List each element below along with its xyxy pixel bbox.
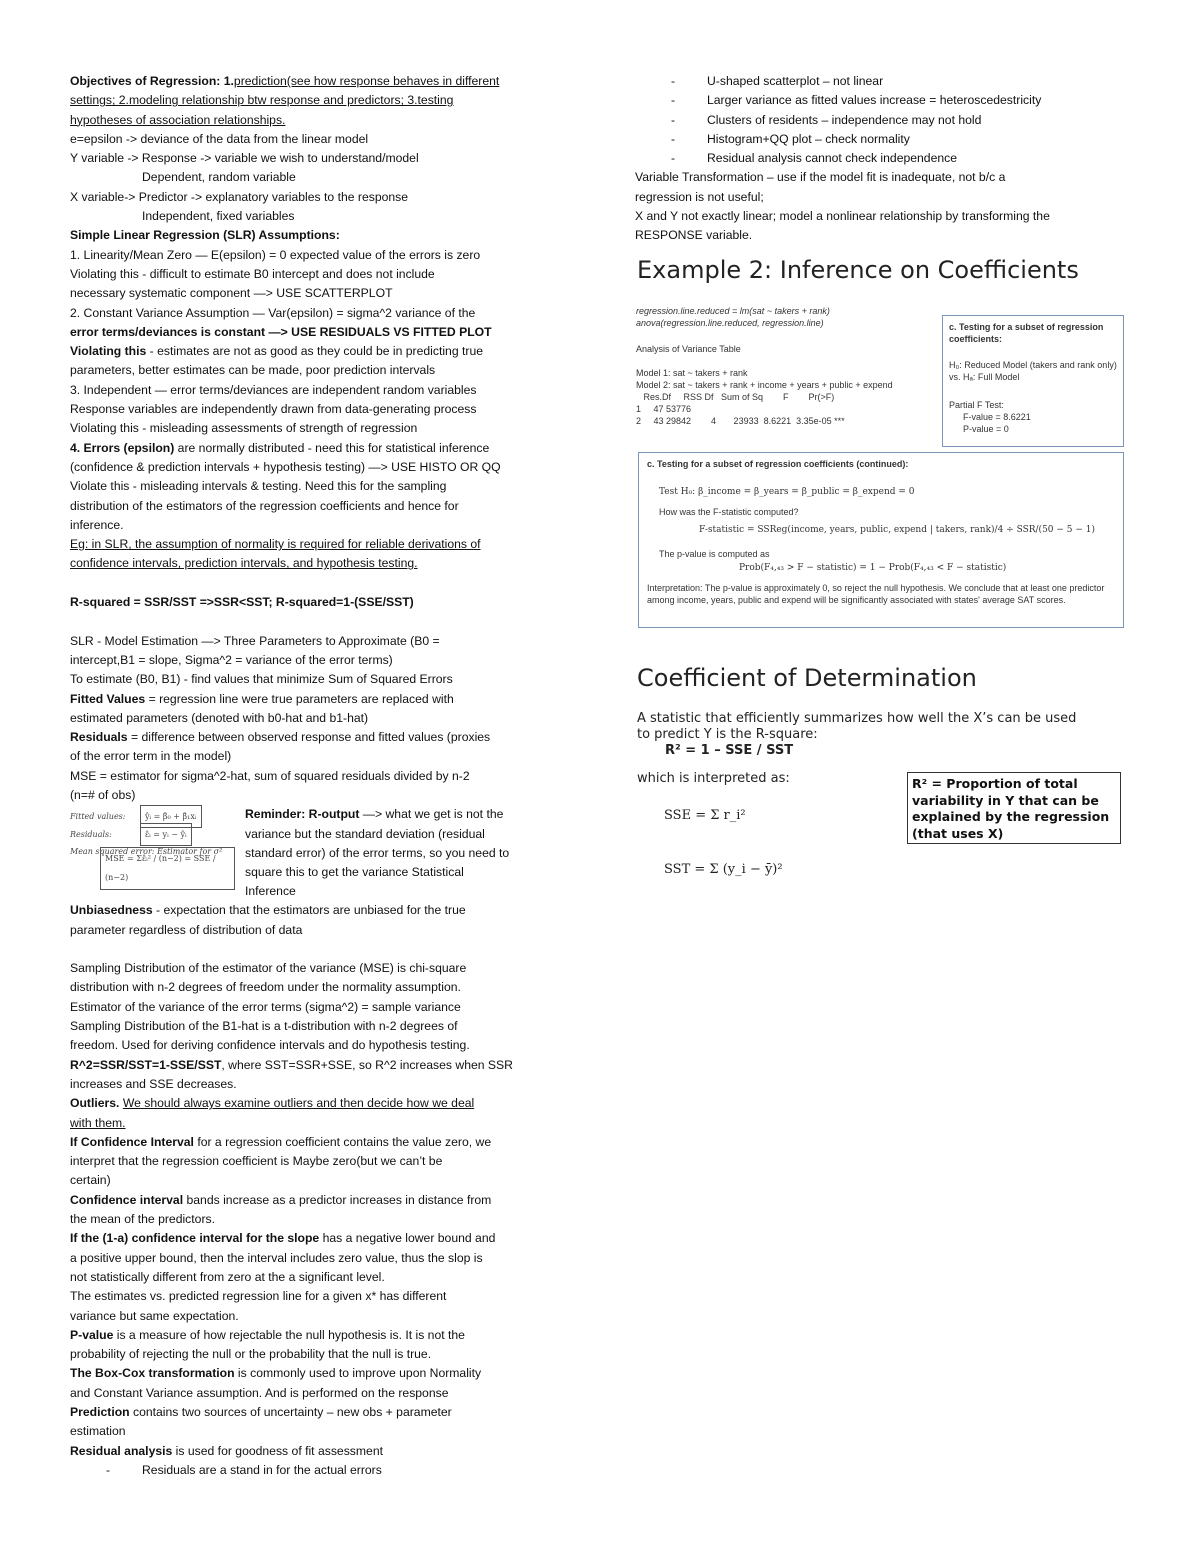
sse-sst-formulas <box>660 800 820 900</box>
reminder-line: square this to get the variance Statistical <box>245 865 464 880</box>
formula-snippet-image <box>70 807 235 895</box>
note-line: 3. Independent — error terms/deviances are independent random variables <box>70 382 477 397</box>
note-line: Y variable -> Response -> variable we wish to understand/model <box>70 151 419 166</box>
bold-term: 4. Errors (epsilon) <box>70 440 175 455</box>
note-line: Residual analysis is used for goodness of fit assessment <box>70 1443 383 1458</box>
bullet-item <box>635 72 1135 91</box>
bold-term: P-value <box>70 1327 114 1342</box>
bullet-text: Histogram+QQ plot – check normality <box>707 131 910 146</box>
note-line <box>70 1461 570 1480</box>
note-line: SLR - Model Estimation —> Three Parameters to Approximate (B0 = <box>70 633 440 648</box>
fitted-values-label: Fitted values: <box>70 811 126 821</box>
note-line <box>70 323 570 342</box>
box-b-pvalue-computed: The p-value is computed as <box>659 549 770 559</box>
mse-label: Mean squared error: Estimator for σ² <box>70 846 223 856</box>
note-line: The Box-Cox transformation is commonly used to improve upon Normality <box>70 1366 482 1381</box>
note-line: Violating this - estimates are not as good as they could be in predicting true <box>70 344 484 359</box>
residuals-formula: ε̂ᵢ = yᵢ − ŷᵢ <box>140 823 192 846</box>
bullet-text: Clusters of residents – independence may not hold <box>707 112 982 127</box>
anova-header: Res.Df RSS Df Sum of Sq F Pr(>F) <box>636 392 835 402</box>
example2-title: Example 2: Inference on Coefficients <box>637 256 1079 284</box>
box-b-question: How was the F-statistic computed? <box>659 507 799 517</box>
note-line: e=epsilon -> deviance of the data from the linear model <box>70 131 369 146</box>
f-statistic-box <box>638 452 1124 628</box>
note-line: The estimates vs. predicted regression line for a given x* has different <box>70 1289 447 1304</box>
bold-term: Fitted Values <box>70 691 146 706</box>
reminder-line: Reminder: R-output —> what we get is not the <box>245 807 504 822</box>
note-line: 4. Errors (epsilon) are normally distributed - need this for statistical inference <box>70 440 490 455</box>
cod-interpreted-as: which is interpreted as: <box>637 771 790 786</box>
note-line: with them. <box>70 1115 126 1130</box>
anova-row-1: 1 47 53776 <box>636 404 692 414</box>
note-line: certain) <box>70 1173 111 1188</box>
dash-marker: - <box>106 1462 111 1477</box>
note-line: Violate this - misleading intervals & testing. Need this for the sampling <box>70 479 447 494</box>
note-line: the mean of the predictors. <box>70 1212 215 1227</box>
cod-line-1: A statistic that efficiently summarizes how well the X’s can be used <box>637 711 1077 726</box>
mse-formula: MSE = Σε̂ᵢ² / (n−2) = SSE / (n−2) <box>100 847 235 890</box>
note-line: P-value is a measure of how rejectable the null hypothesis is. It is not the <box>70 1327 465 1342</box>
note-line: increases and SSE decreases. <box>70 1076 237 1091</box>
code-line-1: regression.line.reduced = lm(sat ~ takers + rank) <box>636 306 830 316</box>
model2-line: Model 2: sat ~ takers + rank + income + years + public + expend <box>636 380 893 390</box>
note-line: (n=# of obs) <box>70 787 136 802</box>
bold-term: Unbiasedness <box>70 903 153 918</box>
anova-title: Analysis of Variance Table <box>636 344 741 354</box>
reminder-line: variance but the standard deviation (residual <box>245 826 485 841</box>
blank-line <box>70 574 570 593</box>
note-line: Response variables are independently drawn from data-generating process <box>70 402 477 417</box>
r-squared-definition-box: R² = Proportion of total variability in Y that can be explained by the regression (that uses X) <box>907 772 1121 844</box>
note-line: Fitted Values = regression line were true parameters are replaced with <box>70 691 454 706</box>
paragraph-line: RESPONSE variable. <box>635 228 753 243</box>
note-line: settings; 2.modeling relationship btw response and predictors; 3.testing <box>70 93 454 108</box>
fitted-values-formula: ŷᵢ = β̂₀ + β̂₁xᵢ <box>140 805 202 828</box>
box-b-interpretation: Interpretation: The p-value is approximately 0, so reject the null hypothesis. We conclude that at least one predictor among income, years, public and expend will be significantly associated with states' average SAT scores. <box>647 583 1105 605</box>
note-line: Eg: in SLR, the assumption of normality is required for reliable derivations of <box>70 537 481 552</box>
bullet-item <box>635 91 1135 110</box>
code-line-2: anova(regression.line.reduced, regression.line) <box>636 318 824 328</box>
note-line: not statistically different from zero at the a significant level. <box>70 1269 385 1284</box>
note-line: estimation <box>70 1424 126 1439</box>
r-square-formula: R² = 1 – SSE / SST <box>665 743 794 758</box>
note-line: a positive upper bound, then the interval includes zero value, thus the slop is <box>70 1250 483 1265</box>
box-a-hypothesis: H₀: Reduced Model (takers and rank only) vs. Hₐ: Full Model <box>949 360 1117 382</box>
reminder-label: Reminder: R-output <box>245 807 360 822</box>
bold-term: Residual analysis <box>70 1443 173 1458</box>
bullet-item <box>635 111 1135 130</box>
note-line: necessary systematic component —> USE SCATTERPLOT <box>70 286 393 301</box>
note-line: distribution of the estimators of the regression coefficients and hence for <box>70 498 459 513</box>
note-line: and Constant Variance assumption. And is performed on the response <box>70 1385 449 1400</box>
note-line: Residuals = difference between observed response and fitted values (proxies <box>70 730 491 745</box>
paragraph-line: regression is not useful; <box>635 189 764 204</box>
model1-line: Model 1: sat ~ takers + rank <box>636 368 748 378</box>
note-line: freedom. Used for deriving confidence intervals and do hypothesis testing. <box>70 1038 470 1053</box>
anova-row-2: 2 43 29842 4 23933 8.6221 3.35e-05 *** <box>636 416 845 426</box>
dash-marker: - <box>671 151 676 166</box>
bold-term: R^2=SSR/SST=1-SSE/SST <box>70 1057 222 1072</box>
note-line: (confidence & prediction intervals + hypothesis testing) —> USE HISTO OR QQ <box>70 459 501 474</box>
bullet-item <box>635 130 1135 149</box>
note-line: Sampling Distribution of the estimator of the variance (MSE) is chi-square <box>70 961 467 976</box>
bold-term: The Box-Cox transformation <box>70 1366 235 1381</box>
residual-bullets <box>635 72 1135 168</box>
bold-term: Confidence interval <box>70 1192 184 1207</box>
note-line: distribution with n-2 degrees of freedom under the normality assumption. <box>70 980 461 995</box>
residuals-label: Residuals: <box>70 829 112 839</box>
sst-formula: SST = Σ (y_i − ȳ)² <box>664 862 783 877</box>
note-line: 2. Constant Variance Assumption — Var(epsilon) = sigma^2 variance of the <box>70 305 476 320</box>
note-line: intercept,B1 = slope, Sigma^2 = variance of the error terms) <box>70 652 393 667</box>
note-line: probability of rejecting the null or the probability that the null is true. <box>70 1347 432 1362</box>
note-line: Prediction contains two sources of uncertainty – new obs + parameter <box>70 1405 452 1419</box>
example2-figure <box>636 300 1126 630</box>
box-b-title: c. Testing for a subset of regression coefficients (continued): <box>647 459 909 469</box>
note-line: To estimate (B0, B1) - find values that minimize Sum of Squared Errors <box>70 672 453 687</box>
note-line <box>70 72 570 91</box>
box-b-test: Test H₀: β_income = β_years = β_public = β_expend = 0 <box>659 487 915 497</box>
right-column-notes <box>635 72 1135 246</box>
note-line: MSE = estimator for sigma^2-hat, sum of squared residuals divided by n-2 <box>70 768 470 783</box>
box-a-partial: Partial F Test: <box>949 400 1004 410</box>
reminder-text <box>245 805 565 901</box>
bold-term: Violating this <box>70 344 147 359</box>
underlined-text: We should always examine outliers and then decide how we deal <box>122 1096 475 1111</box>
objectives-lead: Objectives of Regression: 1. <box>70 74 234 88</box>
note-line: parameter regardless of distribution of data <box>70 922 303 937</box>
note-line: of the error term in the model) <box>70 749 232 764</box>
reminder-block <box>70 805 570 901</box>
left-notes-part1 <box>70 72 570 805</box>
dash-marker: - <box>671 112 676 127</box>
bullet-text: Residual analysis cannot check independence <box>707 151 958 166</box>
note-line: Violating this - difficult to estimate B0 intercept and does not include <box>70 266 435 281</box>
note-line: Violating this - misleading assessments of strength of regression <box>70 421 418 436</box>
bold-term: Outliers. <box>70 1096 123 1111</box>
bold-term: If the (1-a) confidence interval for the slope <box>70 1231 320 1246</box>
box-b-fstat-formula: F-statistic = SSReg(income, years, public, expend | takers, rank)/4 ÷ SSR/(50 − 5 − 1) <box>699 525 1096 535</box>
note-line: inference. <box>70 517 124 532</box>
bullet-item <box>635 149 1135 168</box>
note-line: Dependent, random variable <box>142 170 296 185</box>
box-a-title: c. Testing for a subset of regression coefficients: <box>949 322 1104 344</box>
reminder-line: standard error) of the error terms, so you need to <box>245 845 510 860</box>
partial-f-test-box <box>942 315 1124 447</box>
sse-formula: SSE = Σ r_i² <box>664 808 746 823</box>
note-line: Simple Linear Regression (SLR) Assumptions: <box>70 228 340 243</box>
note-line: confidence intervals, prediction intervals, and hypothesis testing. <box>70 556 418 571</box>
note-line: estimated parameters (denoted with b0-hat and b1-hat) <box>70 710 369 725</box>
bullet-text: Larger variance as fitted values increase = heteroscedestricity <box>707 93 1042 108</box>
cod-line-2: to predict Y is the R-square: <box>637 727 818 742</box>
note-line: interpret that the regression coefficient is Maybe zero(but we can’t be <box>70 1154 443 1169</box>
note-line: R-squared = SSR/SST =>SSR<SST; R-squared=1-(SSE/SST) <box>70 595 414 610</box>
note-line: hypotheses of association relationships. <box>70 112 286 127</box>
objectives-text: prediction(see how response behaves in different <box>233 74 500 88</box>
reminder-line: Inference <box>245 884 296 899</box>
note-line: Confidence interval bands increase as a predictor increases in distance from <box>70 1192 492 1207</box>
note-text: Residuals are a stand in for the actual errors <box>142 1462 382 1477</box>
box-a-fvalue: F-value = 8.6221 <box>963 412 1031 422</box>
note-line: Estimator of the variance of the error terms (sigma^2) = sample variance <box>70 999 461 1014</box>
box-b-prob-formula: Prob(F₄,₄₃ > F − statistic) = 1 − Prob(F₄,₄₃ < F − statistic) <box>739 563 1007 573</box>
bold-term: Residuals <box>70 730 128 745</box>
variable-transformation-notes <box>635 168 1135 245</box>
dash-marker: - <box>671 74 676 88</box>
bullet-text: U-shaped scatterplot – not linear <box>707 74 884 88</box>
bold-term: error terms/deviances is constant —> USE RESIDUALS VS FITTED PLOT <box>70 324 492 339</box>
note-line: If the (1-a) confidence interval for the slope has a negative lower bound and <box>70 1231 496 1246</box>
note-line: Unbiasedness - expectation that the estimators are unbiased for the true <box>70 903 466 918</box>
bold-term: Prediction <box>70 1405 130 1419</box>
paragraph-line: Variable Transformation – use if the model fit is inadequate, not b/c a <box>635 170 1006 185</box>
note-line: R^2=SSR/SST=1-SSE/SST, where SST=SSR+SSE, so R^2 increases when SSR <box>70 1057 513 1072</box>
box-a-pvalue: P-value = 0 <box>963 424 1009 434</box>
paragraph-line: X and Y not exactly linear; model a nonlinear relationship by transforming the <box>635 209 1050 224</box>
note-line: If Confidence Interval for a regression coefficient contains the value zero, we <box>70 1134 492 1149</box>
left-column <box>70 72 570 1480</box>
note-line <box>70 1094 570 1113</box>
note-line: X variable-> Predictor -> explanatory variables to the response <box>70 189 409 204</box>
dash-marker: - <box>671 93 676 108</box>
bold-term: If Confidence Interval <box>70 1134 194 1149</box>
blank-line <box>70 612 570 631</box>
coefficient-of-determination-title: Coefficient of Determination <box>637 664 977 692</box>
note-line: Independent, fixed variables <box>142 209 295 224</box>
dash-marker: - <box>671 131 676 146</box>
left-notes-part2 <box>70 901 570 1480</box>
note-line: variance but same expectation. <box>70 1308 239 1323</box>
note-line: parameters, better estimates can be made, poor prediction intervals <box>70 363 436 378</box>
note-line: 1. Linearity/Mean Zero — E(epsilon) = 0 expected value of the errors is zero <box>70 247 481 262</box>
note-line: Sampling Distribution of the B1-hat is a t-distribution with n-2 degrees of <box>70 1019 458 1034</box>
blank-line <box>70 940 570 959</box>
